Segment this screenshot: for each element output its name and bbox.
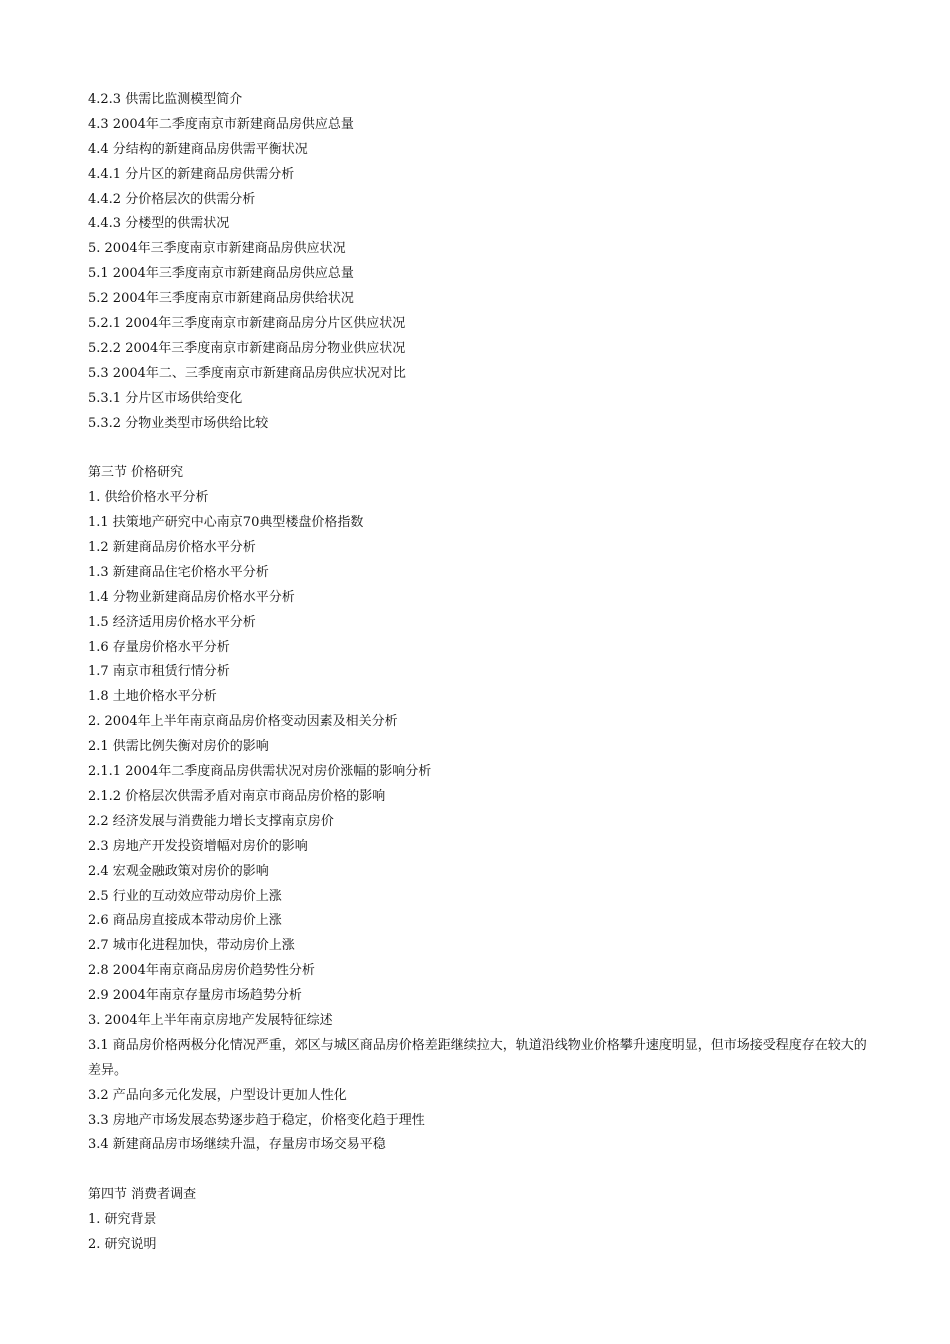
toc-line: 2.3 房地产开发投资增幅对房价的影响 [88,838,308,854]
toc-line: 1.4 分物业新建商品房价格水平分析 [88,589,295,605]
toc-line: 2. 2004年上半年南京商品房价格变动因素及相关分析 [88,714,398,730]
spacer [88,1158,878,1183]
toc-line: 2.4 宏观金融政策对房价的影响 [88,863,269,879]
spacer [88,436,878,461]
section-title: 第四节 消费者调查 [88,1187,197,1203]
toc-line: 4.4.3 分楼型的供需状况 [88,216,230,232]
toc-line: 4.4.1 分片区的新建商品房供需分析 [88,166,295,182]
toc-line: 5.1 2004年三季度南京市新建商品房供应总量 [88,266,354,282]
toc-line: 3. 2004年上半年南京房地产发展特征综述 [88,1012,333,1028]
toc-line: 5.2 2004年三季度南京市新建商品房供给状况 [88,291,354,307]
toc-line: 5.2.1 2004年三季度南京市新建商品房分片区供应状况 [88,316,406,332]
toc-line: 1.8 土地价格水平分析 [88,689,217,705]
toc-line: 2.9 2004年南京存量房市场趋势分析 [88,988,302,1004]
toc-line: 1.1 扶策地产研究中心南京70典型楼盘价格指数 [88,515,364,531]
toc-line: 2. 研究说明 [88,1237,157,1252]
toc-line: 5.2.2 2004年三季度南京市新建商品房分物业供应状况 [88,340,406,356]
toc-line: 1. 供给价格水平分析 [88,490,209,506]
toc-line: 5.3 2004年二、三季度南京市新建商品房供应状况对比 [88,365,406,381]
section-title: 第三节 价格研究 [88,465,184,481]
toc-line: 1.6 存量房价格水平分析 [88,639,230,655]
toc-line: 2.7 城市化进程加快，带动房价上涨 [88,938,295,954]
toc-line-wrapped: 3.1 商品房价格两极分化情况严重，郊区与城区商品房价格差距继续拉大，轨道沿线物业价格攀升速度明显，但市场接受程度存在较大的差异。 [88,1037,867,1078]
toc-line: 3.4 新建商品房市场继续升温，存量房市场交易平稳 [88,1137,386,1153]
toc-line: 2.1 供需比例失衡对房价的影响 [88,739,269,755]
toc-line: 1.7 南京市租赁行情分析 [88,664,230,680]
toc-line: 5. 2004年三季度南京市新建商品房供应状况 [88,241,346,257]
toc-line: 2.6 商品房直接成本带动房价上涨 [88,913,282,929]
toc-line: 1.3 新建商品住宅价格水平分析 [88,564,269,580]
toc-line: 1.5 经济适用房价格水平分析 [88,614,256,630]
section-consumer-survey [88,1183,878,1258]
toc-line: 3.3 房地产市场发展态势逐步趋于稳定，价格变化趋于理性 [88,1112,425,1128]
toc-line: 4.2.3 供需比监测模型简介 [88,92,243,107]
toc-line: 1.2 新建商品房价格水平分析 [88,540,256,556]
toc-line: 4.3 2004年二季度南京市新建商品房供应总量 [88,116,354,132]
document-page [88,88,878,1258]
toc-line: 4.4.2 分价格层次的供需分析 [88,191,256,207]
toc-line: 4.4 分结构的新建商品房供需平衡状况 [88,141,308,157]
toc-line: 2.1.1 2004年二季度商品房供需状况对房价涨幅的影响分析 [88,764,432,780]
toc-line: 3.2 产品向多元化发展，户型设计更加人性化 [88,1087,347,1103]
toc-line: 5.3.1 分片区市场供给变化 [88,390,243,406]
toc-line: 2.1.2 价格层次供需矛盾对南京市商品房价格的影响 [88,788,386,804]
toc-line: 1. 研究背景 [88,1212,157,1228]
toc-block-supply [88,88,878,436]
toc-line: 5.3.2 分物业类型市场供给比较 [88,415,269,431]
toc-line: 2.2 经济发展与消费能力增长支撑南京房价 [88,813,334,829]
toc-line: 2.5 行业的互动效应带动房价上涨 [88,888,282,904]
section-price-research [88,461,878,1158]
toc-line: 2.8 2004年南京商品房房价趋势性分析 [88,963,315,979]
